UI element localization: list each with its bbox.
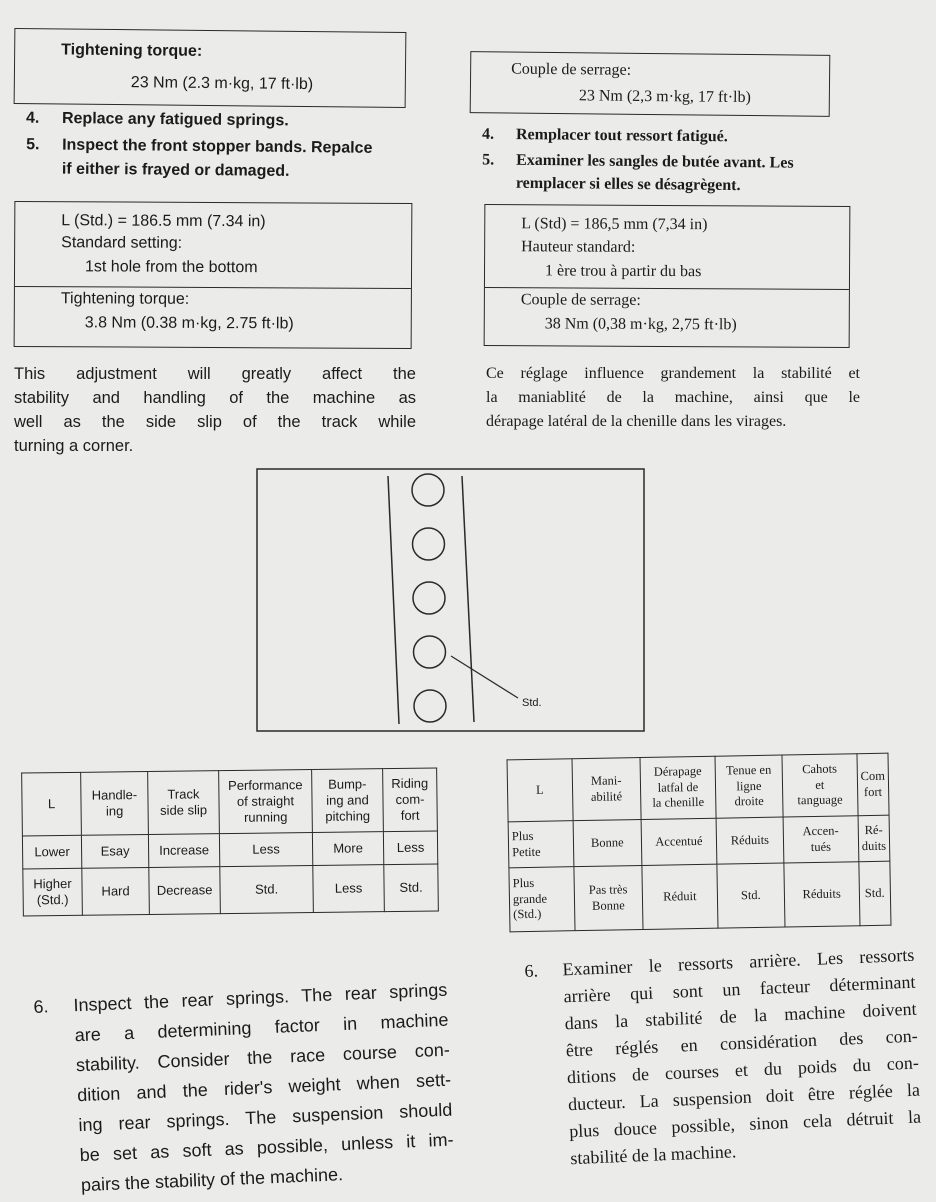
step-text: Remplacer tout ressort fatigué. <box>515 126 728 146</box>
table-cell: Plus grande (Std.) <box>509 867 575 932</box>
left-torque-value: 23 Nm (2.3 m·kg, 17 ft·lb) <box>130 74 314 94</box>
step-text: Examiner les sangles de butée avant. Les <box>516 151 794 172</box>
spec-divider <box>15 286 411 289</box>
left-step-5 <box>26 133 373 185</box>
table-header-cell: Mani- abilité <box>572 758 641 821</box>
left-spec-box <box>14 201 413 349</box>
paragraph-line: well as the side slip of the track while <box>14 413 416 431</box>
right-torque-box <box>470 51 831 117</box>
spec-length: L (Std) = 186,5 mm (7,34 in) <box>521 215 708 234</box>
spring-setting-diagram <box>256 468 648 734</box>
table-cell: More <box>312 832 383 866</box>
right-torque-value: 23 Nm (2,3 m·kg, 17 ft·lb) <box>578 87 751 107</box>
step-line: Inspect the rear springs. The rear springs <box>73 979 448 1016</box>
right-spec-box <box>484 204 851 348</box>
step-number: 5. <box>26 136 40 154</box>
step-number: 6. <box>33 996 49 1017</box>
table-header-cell: Com fort <box>857 753 889 816</box>
table-cell: Bonne <box>573 820 642 867</box>
spec-torque-value: 3.8 Nm (0.38 m·kg, 2.75 ft·lb) <box>84 314 294 333</box>
adjustment-holes <box>412 474 446 722</box>
table-cell: Decrease <box>149 867 221 915</box>
step-number: 4. <box>25 109 40 127</box>
left-comparison-table <box>21 767 439 916</box>
table-cell: Std. <box>220 865 314 913</box>
spec-setting-label: Standard setting: <box>61 234 183 252</box>
paragraph-line: la maniablité de la machine, ainsi que le <box>486 389 860 406</box>
table-cell: Accentué <box>641 818 717 865</box>
adjustment-hole <box>413 582 445 614</box>
table-cell: Pas très Bonne <box>574 866 643 931</box>
step-line: pairs the stability of the machine. <box>80 1164 344 1196</box>
step-text: Replace any fatigued springs. <box>61 110 289 130</box>
table-header-cell: Riding com- fort <box>383 768 438 832</box>
adjustment-hole <box>414 636 446 668</box>
right-step-5 <box>482 148 794 197</box>
table-cell: Std. <box>859 861 891 926</box>
spec-setting-value: 1 ère trou à partir du bas <box>544 262 702 281</box>
table-header-cell: Dérapage latfal de la chenille <box>640 756 716 819</box>
table-cell: Increase <box>148 834 219 868</box>
left-torque-label: Tightening torque: <box>61 41 203 60</box>
table-header-cell: Performance of straight running <box>219 769 313 833</box>
spec-setting-label: Hauteur standard: <box>521 238 636 256</box>
std-leader-line <box>451 656 518 698</box>
table-header-cell: Bump- ing and pitching <box>312 769 384 833</box>
table-row <box>23 864 439 916</box>
paragraph-line: Ce réglage influence grandement la stabilité et <box>486 365 860 382</box>
step-line: arrière qui sont un facteur déterminant <box>563 971 916 1007</box>
left-step-4 <box>26 110 289 131</box>
table-header-cell: L <box>507 759 573 822</box>
adjustment-hole <box>413 528 445 560</box>
adjustment-hole <box>412 474 444 506</box>
step-line: ducteur. La suspension doit être réglée la <box>567 1079 921 1115</box>
step-line: are a determining factor in machine <box>74 1009 449 1046</box>
table-cell: Std. <box>717 863 785 928</box>
paragraph-line: dérapage latéral de la chenille dans les virages. <box>486 413 787 430</box>
step-line: be set as soft as possible, unless it im- <box>79 1129 454 1166</box>
spec-setting-value: 1st hole from the bottom <box>84 258 258 277</box>
spec-torque-value: 38 Nm (0,38 m·kg, 2,75 ft·lb) <box>544 315 737 334</box>
step-line: stabilité de la machine. <box>570 1141 737 1169</box>
step-number: 5. <box>482 151 495 169</box>
table-row <box>22 831 437 869</box>
table-cell: Ré- duits <box>858 815 890 862</box>
table-row <box>509 861 891 932</box>
spec-torque-label: Couple de serrage: <box>520 291 641 309</box>
step-line: ditions de courses et du poids du con- <box>566 1052 920 1088</box>
step-text: remplacer si elles se désagrègent. <box>515 174 741 195</box>
step-line: Examiner le ressorts arrière. Les ressorts <box>562 944 915 980</box>
step-number: 4. <box>481 125 495 143</box>
table-cell: Réduits <box>716 817 784 864</box>
table-cell: Less <box>313 865 385 913</box>
left-torque-box <box>14 28 407 108</box>
table-cell: Réduit <box>642 864 718 929</box>
left-step-6 <box>32 953 455 1202</box>
step-text: if either is frayed or damaged. <box>61 160 290 180</box>
std-label: Std. <box>522 697 542 709</box>
table-cell: Esay <box>81 835 148 868</box>
table-header-cell: Tenue en ligne droite <box>715 755 783 818</box>
spec-divider <box>485 287 849 290</box>
table-header-row <box>507 753 889 822</box>
diagram-frame <box>257 469 644 731</box>
step-line: stability. Consider the race course con- <box>75 1039 451 1076</box>
right-comparison-table <box>507 753 892 933</box>
table-row <box>508 815 890 868</box>
table-header-cell: Handle- ing <box>81 772 149 836</box>
step-line: dition and the rider's weight when sett- <box>76 1069 452 1106</box>
right-paragraph <box>486 362 860 434</box>
step-number: 6. <box>524 960 539 981</box>
table-header-cell: Track side slip <box>148 771 220 835</box>
paragraph-line: stability and handling of the machine as <box>14 389 416 407</box>
step-line: être réglés en considération des con- <box>565 1025 919 1061</box>
table-cell: Hard <box>82 867 150 915</box>
spec-torque-label: Tightening torque: <box>60 290 190 308</box>
table-cell: Accen- tués <box>783 816 859 863</box>
table-header-cell: Cahots et tanguage <box>782 754 858 817</box>
right-step-4 <box>482 126 728 147</box>
right-step-6 <box>524 942 923 1174</box>
table-cell: Lower <box>22 836 81 869</box>
paragraph-line: This adjustment will greatly affect the <box>14 365 416 383</box>
table-header-row <box>22 768 438 836</box>
table-header-cell: L <box>22 772 82 836</box>
table-cell: Less <box>383 831 437 864</box>
step-text: Inspect the front stopper bands. Repalce <box>62 136 373 157</box>
step-line: plus douce possible, sinon cela détruit la <box>568 1106 922 1142</box>
table-cell: Std. <box>384 864 439 912</box>
table-cell: Plus Petite <box>508 821 573 868</box>
spec-length: L (Std.) = 186.5 mm (7.34 in) <box>61 212 266 231</box>
bracket-right-edge <box>462 476 474 722</box>
bracket-left-edge <box>388 476 399 724</box>
table-cell: Réduits <box>784 862 860 927</box>
adjustment-hole <box>414 690 446 722</box>
step-line: ing rear springs. The suspension should <box>78 1099 453 1136</box>
left-paragraph <box>14 362 416 458</box>
table-cell: Less <box>219 833 312 867</box>
right-torque-label: Couple de serrage: <box>511 60 632 79</box>
step-line: dans la stabilité de la machine doivent <box>564 998 917 1034</box>
paragraph-line: turning a corner. <box>14 437 134 455</box>
table-cell: Higher (Std.) <box>23 868 83 916</box>
